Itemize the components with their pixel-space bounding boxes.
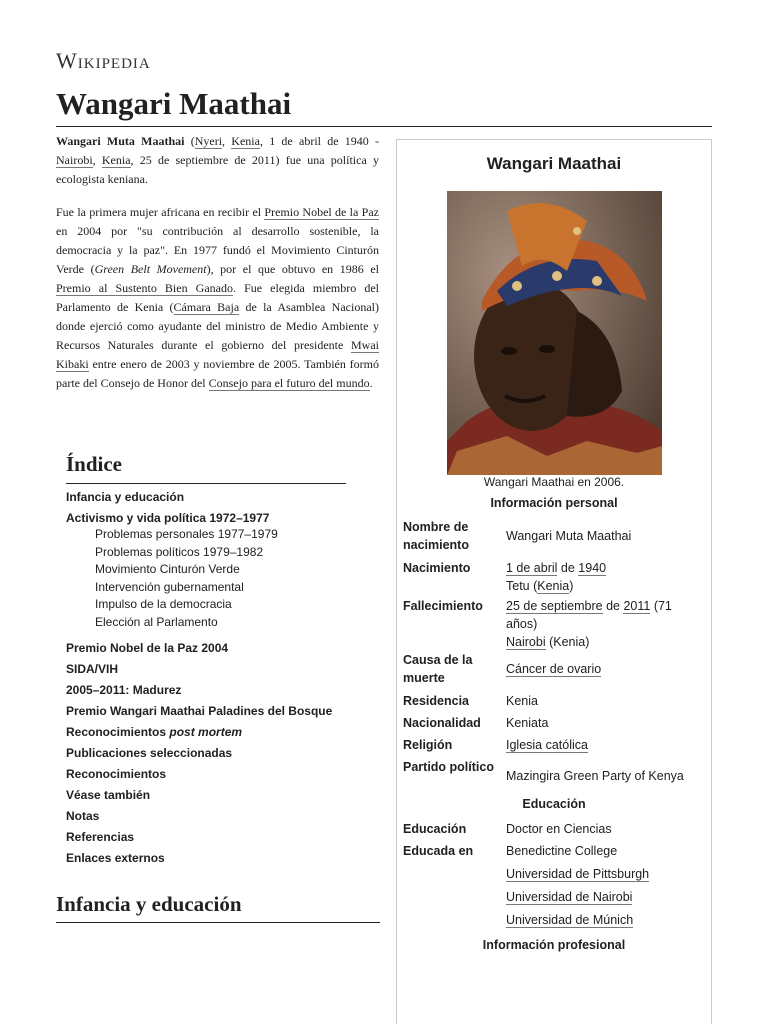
infobox-value-line bbox=[506, 714, 706, 732]
toc-item[interactable] bbox=[66, 490, 346, 505]
section-divider bbox=[56, 922, 380, 923]
infobox-row-label: Nacionalidad bbox=[403, 716, 481, 730]
infobox-value-line bbox=[506, 820, 706, 838]
text-run: de la Asamblea Nacional) donde ejerció como ayudante del ministro de Medio Ambiente y Recursos Naturales durante el gobierno del presidente bbox=[56, 300, 379, 352]
toc-item[interactable] bbox=[66, 851, 346, 866]
text-run: ), por el que obtuvo en 1986 el bbox=[206, 262, 379, 276]
infobox-value-line bbox=[506, 559, 706, 577]
table-of-contents bbox=[66, 452, 346, 866]
infobox-value-line bbox=[506, 842, 706, 860]
infobox-value-line bbox=[506, 888, 706, 906]
infobox-value-line bbox=[506, 577, 706, 595]
portrait-photo[interactable] bbox=[447, 191, 662, 475]
infobox-value-line bbox=[506, 767, 706, 785]
infobox-title: Wangari Maathai bbox=[486, 154, 622, 173]
toc-item-label: SIDA/VIH bbox=[66, 662, 119, 676]
infobox-value-line bbox=[506, 692, 706, 710]
toc-item[interactable] bbox=[66, 830, 346, 845]
text-run: . bbox=[369, 376, 373, 390]
toc-item[interactable] bbox=[66, 641, 346, 656]
inline-link[interactable]: Premio Nobel de la Paz bbox=[264, 205, 379, 219]
text-run: Kenia bbox=[506, 694, 538, 708]
infobox bbox=[396, 139, 712, 1024]
text-run: , bbox=[92, 153, 102, 167]
infobox-heading-personal: Información personal bbox=[490, 496, 618, 510]
title-divider bbox=[56, 126, 712, 127]
infobox-heading-professional: Información profesional bbox=[482, 938, 626, 952]
inline-link[interactable]: Nyeri bbox=[194, 134, 223, 148]
infobox-row-value bbox=[506, 842, 706, 934]
text-run: Tetu ( bbox=[506, 579, 538, 593]
toc-subitem[interactable]: Movimiento Cinturón Verde bbox=[95, 562, 240, 576]
infobox-value-line bbox=[506, 911, 706, 929]
text-run: Keniata bbox=[506, 716, 549, 730]
text-run: , 25 de septiembre de 2011) fue una política y ecologista keniana. bbox=[56, 153, 379, 186]
infobox-row-value bbox=[506, 714, 706, 732]
infobox-row-label: Educada en bbox=[403, 844, 474, 858]
infobox-heading-education: Educación bbox=[522, 797, 586, 811]
inline-link[interactable]: Kenia bbox=[101, 153, 131, 167]
infobox-row-value bbox=[506, 597, 706, 651]
toc-item[interactable] bbox=[66, 809, 346, 824]
toc-list bbox=[66, 490, 346, 866]
page-title: Wangari Maathai bbox=[56, 86, 292, 121]
text-run: Fue la primera mujer africana en recibir el bbox=[56, 205, 265, 219]
toc-item[interactable] bbox=[66, 511, 346, 526]
inline-link[interactable]: Premio al Sustento Bien Ganado bbox=[56, 281, 233, 295]
infobox-row-value bbox=[506, 736, 706, 754]
inline-link[interactable]: Iglesia católica bbox=[506, 738, 588, 752]
infobox-row-label: Causa de la muerte bbox=[403, 653, 473, 685]
text-run: de bbox=[557, 561, 579, 575]
infobox-value-line bbox=[506, 633, 706, 651]
toc-item[interactable] bbox=[66, 683, 346, 698]
infobox-row-label: Religión bbox=[403, 738, 453, 752]
toc-item[interactable] bbox=[66, 767, 346, 782]
section-heading-infancia: Infancia y educación bbox=[56, 892, 242, 916]
toc-subitem[interactable]: Intervención gubernamental bbox=[95, 579, 244, 594]
infobox-value-line bbox=[506, 736, 706, 754]
text-run: . Fue elegida miembro del Parlamento de Kenia ( bbox=[56, 281, 379, 314]
intro-paragraph-1 bbox=[56, 132, 379, 189]
infobox-row-label: Fallecimiento bbox=[403, 599, 483, 613]
toc-item[interactable] bbox=[66, 788, 346, 803]
inline-link[interactable]: Mwai Kibaki bbox=[56, 338, 379, 371]
toc-item-label: Infancia y educación bbox=[66, 490, 185, 504]
infobox-row-label: Nacimiento bbox=[403, 561, 471, 575]
bold-text: Wangari Muta Maathai bbox=[56, 134, 185, 148]
toc-item-label: Referencias bbox=[66, 830, 135, 844]
text-run: , bbox=[222, 134, 232, 148]
text-run: entre enero de 2003 y noviembre de 2005. También formó parte del Consejo de Honor del bbox=[56, 357, 379, 390]
infobox-row-label: Educación bbox=[403, 822, 467, 836]
infobox-row-value bbox=[506, 660, 706, 678]
toc-item-label: 2005–2011: Madurez bbox=[66, 683, 182, 697]
infobox-row-value bbox=[506, 820, 706, 838]
inline-link[interactable]: Universidad de Pittsburgh bbox=[506, 867, 650, 881]
intro-paragraph-2 bbox=[56, 203, 379, 393]
infobox-row-value bbox=[506, 527, 706, 545]
wikipedia-logo[interactable]: Wikipedia bbox=[56, 48, 151, 73]
article-intro bbox=[56, 132, 379, 407]
toc-item[interactable] bbox=[66, 704, 346, 719]
text-run: Doctor en Ciencias bbox=[506, 822, 612, 836]
text-run: ) bbox=[569, 579, 574, 593]
infobox-row-label: Residencia bbox=[403, 694, 470, 708]
inline-link[interactable]: 2011 bbox=[623, 599, 651, 613]
infobox-value-line bbox=[506, 597, 706, 633]
inline-link[interactable]: 25 de septiembre bbox=[506, 599, 603, 613]
text-run: Mazingira Green Party of Kenya bbox=[506, 769, 684, 783]
toc-item-label: Activismo y vida política 1972–1977 bbox=[66, 511, 270, 525]
inline-link[interactable]: Consejo para el futuro del mundo bbox=[208, 376, 370, 390]
inline-link[interactable]: Kenia bbox=[231, 134, 260, 148]
inline-link[interactable]: Universidad de Nairobi bbox=[506, 890, 633, 904]
toc-subitem[interactable]: Impulso de la democracia bbox=[95, 597, 232, 611]
toc-item-label: Publicaciones seleccionadas bbox=[66, 746, 233, 760]
text-run: Wangari Muta Maathai bbox=[506, 529, 632, 543]
inline-link[interactable]: Nairobi bbox=[506, 635, 546, 649]
inline-link[interactable]: Cámara Baja bbox=[173, 300, 240, 314]
infobox-value-line bbox=[506, 527, 706, 545]
infobox-row-label: Partido político bbox=[403, 760, 494, 774]
inline-link[interactable]: 1940 bbox=[578, 561, 607, 575]
text-run: (71 años) bbox=[506, 599, 672, 631]
toc-item-label: Véase también bbox=[66, 788, 151, 802]
inline-link[interactable]: Nairobi bbox=[56, 153, 93, 167]
text-run: (Kenia) bbox=[545, 635, 590, 649]
toc-item-label: Reconocimientos bbox=[66, 767, 167, 781]
portrait-image bbox=[447, 191, 662, 475]
infobox-row-value bbox=[506, 692, 706, 710]
toc-subitem[interactable]: Problemas personales 1977–1979 bbox=[95, 527, 278, 541]
text-run: ( bbox=[184, 134, 195, 148]
toc-subitem[interactable]: Problemas políticos 1979–1982 bbox=[95, 544, 264, 559]
toc-item[interactable] bbox=[66, 662, 346, 677]
text-run: , 1 de abril de 1940 - bbox=[259, 134, 380, 148]
infobox-row-value bbox=[506, 767, 706, 785]
italic-text: Green Belt Movement bbox=[94, 262, 207, 276]
toc-item-label-italic: post mortem bbox=[169, 725, 243, 739]
text-run: en 2004 por "su contribución al desarrollo sostenible, la democracia y la paz". En 1977 fundó el Movimiento Cinturón Verde ( bbox=[56, 224, 379, 276]
inline-link[interactable]: Kenia bbox=[537, 579, 570, 593]
infobox-value-line bbox=[506, 865, 706, 883]
toc-item[interactable] bbox=[66, 746, 346, 761]
infobox-row-label: Nombre de nacimiento bbox=[403, 520, 469, 552]
toc-item-label: Notas bbox=[66, 809, 100, 823]
toc-item-label: Premio Wangari Maathai Paladines del Bosque bbox=[66, 704, 333, 718]
toc-subitem[interactable]: Elección al Parlamento bbox=[95, 614, 218, 629]
photo-caption: Wangari Maathai en 2006. bbox=[483, 475, 625, 489]
inline-link[interactable]: Cáncer de ovario bbox=[506, 662, 602, 676]
text-run: de bbox=[602, 599, 624, 613]
toc-item-label: Enlaces externos bbox=[66, 851, 165, 865]
toc-item-label: Premio Nobel de la Paz 2004 bbox=[66, 641, 229, 655]
inline-link[interactable]: Universidad de Múnich bbox=[506, 913, 634, 927]
text-run: Benedictine College bbox=[506, 844, 618, 858]
toc-title: Índice bbox=[66, 452, 123, 476]
infobox-row-value bbox=[506, 559, 706, 595]
inline-link[interactable]: 1 de abril bbox=[506, 561, 558, 575]
infobox-value-line bbox=[506, 660, 706, 678]
toc-divider bbox=[66, 483, 346, 484]
toc-item[interactable] bbox=[66, 725, 346, 740]
toc-item-label: Reconocimientos bbox=[66, 725, 170, 739]
